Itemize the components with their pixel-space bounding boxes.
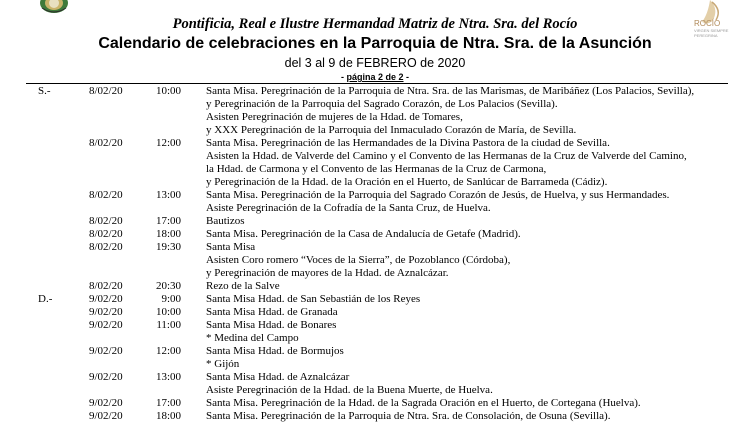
schedule-row xyxy=(0,124,750,137)
schedule-row xyxy=(0,293,750,306)
row-time: 9:00 xyxy=(161,293,181,305)
schedule-row xyxy=(0,410,750,423)
row-time: 10:00 xyxy=(155,306,181,318)
row-date: 9/02/20 xyxy=(89,293,123,305)
row-date: 9/02/20 xyxy=(89,319,123,331)
row-time: 11:00 xyxy=(156,319,181,331)
row-description: Santa Misa. Peregrinación de la Casa de Andalucía de Getafe (Madrid). xyxy=(206,228,521,240)
row-description: Asisten Coro romero “Voces de la Sierra”, de Pozoblanco (Córdoba), xyxy=(206,254,511,266)
schedule-row xyxy=(0,332,750,345)
row-description: Santa Misa xyxy=(206,241,256,253)
document-title: Calendario de celebraciones en la Parroquia de Ntra. Sra. de la Asunción xyxy=(98,35,652,52)
row-description: Santa Misa Hdad. de San Sebastián de los Reyes xyxy=(206,293,421,305)
rocio-logo-title: ROCÍO xyxy=(694,19,721,28)
row-date: 8/02/20 xyxy=(89,228,123,240)
row-date: 8/02/20 xyxy=(89,137,123,149)
row-date: 9/02/20 xyxy=(89,345,123,357)
row-description: Santa Misa. Peregrinación de la Parroquia de Ntra. Sra. de Consolación, de Osuna (Sevilla). xyxy=(206,410,611,422)
row-date: 9/02/20 xyxy=(89,397,123,409)
row-time: 20:30 xyxy=(155,280,181,292)
schedule-row xyxy=(0,280,750,293)
schedule-row xyxy=(0,397,750,410)
hermandad-name: Pontificia, Real e Ilustre Hermandad Matriz de Ntra. Sra. del Rocío xyxy=(172,16,578,32)
schedule-row xyxy=(0,345,750,358)
schedule-table xyxy=(0,85,750,423)
row-description: la Hdad. de Carmona y el Convento de las Hermanas de la Cruz de Carmona, xyxy=(206,163,547,175)
schedule-row xyxy=(0,85,750,98)
row-description: * Medina del Campo xyxy=(206,332,299,344)
row-time: 18:00 xyxy=(155,410,181,422)
row-description: Bautizos xyxy=(206,215,245,227)
row-description: y Peregrinación de la Parroquia del Sagrado Corazón, de Los Palacios (Sevilla). xyxy=(206,98,558,110)
schedule-row xyxy=(0,241,750,254)
row-time: 13:00 xyxy=(155,189,181,201)
row-time: 18:00 xyxy=(155,228,181,240)
page-indicator-prefix: - xyxy=(340,72,347,82)
schedule-row xyxy=(0,267,750,280)
schedule-row xyxy=(0,371,750,384)
row-description: Asiste Peregrinación de la Cofradía de la Santa Cruz, de Huelva. xyxy=(206,202,491,214)
row-time: 12:00 xyxy=(155,345,181,357)
row-date: 9/02/20 xyxy=(89,410,123,422)
row-description: Santa Misa Hdad. de Bonares xyxy=(206,319,337,331)
row-date: 9/02/20 xyxy=(89,306,123,318)
row-date: 8/02/20 xyxy=(89,241,123,253)
hermandad-crest-logo xyxy=(38,0,70,14)
schedule-row xyxy=(0,176,750,189)
row-description: Asiste Peregrinación de la Hdad. de la Buena Muerte, de Huelva. xyxy=(206,384,493,396)
row-time: 19:30 xyxy=(155,241,181,253)
schedule-row xyxy=(0,306,750,319)
row-description: y Peregrinación de mayores de la Hdad. de Aznalcázar. xyxy=(206,267,449,279)
row-day: D.- xyxy=(38,293,53,305)
row-time: 17:00 xyxy=(155,397,181,409)
row-description: Santa Misa. Peregrinación de la Parroquia del Sagrado Corazón de Jesús, de Huelva, y sus Hermandades. xyxy=(206,189,670,201)
page-number: página 2 de 2 xyxy=(346,72,404,82)
schedule-row xyxy=(0,98,750,111)
row-description: Asisten la Hdad. de Valverde del Camino y el Convento de las Hermanas de la Cruz de Valverde del Camino, xyxy=(206,150,687,162)
row-description: Santa Misa. Peregrinación de las Hermandades de la Divina Pastora de la ciudad de Sevilla. xyxy=(206,137,610,149)
row-description: y XXX Peregrinación de la Parroquia del Inmaculado Corazón de María, de Sevilla. xyxy=(206,124,577,136)
schedule-row xyxy=(0,150,750,163)
schedule-row xyxy=(0,202,750,215)
row-date: 8/02/20 xyxy=(89,280,123,292)
row-day: S.- xyxy=(38,85,51,97)
schedule-row xyxy=(0,384,750,397)
schedule-row xyxy=(0,228,750,241)
schedule-row xyxy=(0,189,750,202)
row-description: Santa Misa. Peregrinación de la Hdad. de la Sagrada Oración en el Huerto, de Cortegana (Huelva). xyxy=(206,397,641,409)
row-date: 8/02/20 xyxy=(89,189,123,201)
row-time: 12:00 xyxy=(155,137,181,149)
schedule-row xyxy=(0,254,750,267)
row-description: Santa Misa Hdad. de Aznalcázar xyxy=(206,371,350,383)
row-time: 10:00 xyxy=(155,85,181,97)
row-date: 9/02/20 xyxy=(89,371,123,383)
row-date: 8/02/20 xyxy=(89,85,123,97)
schedule-row xyxy=(0,358,750,371)
row-time: 17:00 xyxy=(155,215,181,227)
date-range: del 3 al 9 de FEBRERO de 2020 xyxy=(284,56,466,70)
page-indicator xyxy=(0,72,750,82)
row-description: * Gijón xyxy=(206,358,240,370)
schedule-row xyxy=(0,215,750,228)
row-description: Rezo de la Salve xyxy=(206,280,280,292)
rocio-logo-subtitle: VIRGEN SIEMPRE PEREGRINA xyxy=(694,28,729,38)
row-date: 8/02/20 xyxy=(89,215,123,227)
row-description: Asisten Peregrinación de mujeres de la Hdad. de Tomares, xyxy=(206,111,463,123)
row-description: Santa Misa Hdad. de Granada xyxy=(206,306,338,318)
row-description: y Peregrinación de la Hdad. de la Oración en el Huerto, de Sanlúcar de Barrameda (Cádiz). xyxy=(206,176,608,188)
row-description: Santa Misa. Peregrinación de la Parroquia de Ntra. Sra. de las Marismas, de Maribáñez (Los Palacios, Sevilla), xyxy=(206,85,695,97)
header-divider xyxy=(26,83,728,84)
page-indicator-suffix: - xyxy=(403,72,410,82)
row-time: 13:00 xyxy=(155,371,181,383)
schedule-row xyxy=(0,319,750,332)
schedule-row xyxy=(0,111,750,124)
row-description: Santa Misa Hdad. de Bormujos xyxy=(206,345,344,357)
schedule-row xyxy=(0,163,750,176)
schedule-row xyxy=(0,137,750,150)
